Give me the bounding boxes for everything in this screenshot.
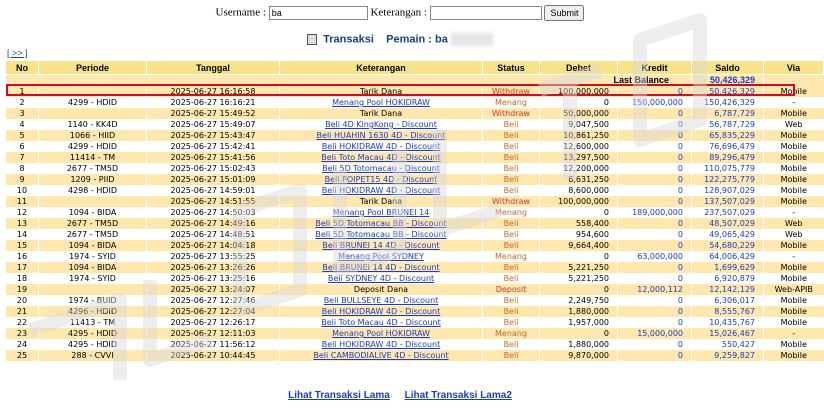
keterangan-label: Keterangan : xyxy=(370,6,427,19)
row-keterangan[interactable]: Beli 4D KingKong - Discount xyxy=(280,119,483,130)
row-kredit: 0 xyxy=(618,240,692,251)
row-periode: 2677 - TM5D xyxy=(39,163,147,174)
row-status: Beli xyxy=(483,273,540,284)
row-kredit: 12,000,112 xyxy=(618,284,692,295)
row-keterangan[interactable]: Menang Pool SYDNEY xyxy=(280,251,483,262)
row-status: Menang xyxy=(483,328,540,339)
row-keterangan[interactable]: Beli BRUNEI 14 4D - Discount xyxy=(280,240,483,251)
row-debet: 0 xyxy=(540,251,618,262)
row-debet: 1,880,000 xyxy=(540,339,618,350)
row-debet: 0 xyxy=(540,97,618,108)
row-tanggal: 2025-06-27 15:41:56 xyxy=(147,152,280,163)
row-keterangan[interactable]: Beli SYDNEY 4D - Discount xyxy=(280,273,483,284)
row-debet: 100,000,000 xyxy=(540,86,618,97)
row-periode xyxy=(39,86,147,97)
table-row xyxy=(6,196,824,207)
row-status: Beli xyxy=(483,339,540,350)
row-via: Web-APIB xyxy=(764,284,824,295)
expand-link[interactable]: [ >> ] xyxy=(7,48,28,58)
row-periode: 1140 - KK4D xyxy=(39,119,147,130)
table-row xyxy=(6,273,824,284)
table-row xyxy=(6,317,824,328)
row-kredit: 0 xyxy=(618,229,692,240)
row-via: - xyxy=(764,251,824,262)
row-keterangan: Tarik Dana xyxy=(280,196,483,207)
row-kredit: 0 xyxy=(618,108,692,119)
row-keterangan[interactable]: Beli POIPET15 4D - Discount xyxy=(280,174,483,185)
old-transactions-link[interactable]: Lihat Transaksi Lama xyxy=(288,390,390,401)
row-periode: 1066 - HIID xyxy=(39,130,147,141)
row-debet: 954,600 xyxy=(540,229,618,240)
row-debet: 2,249,750 xyxy=(540,295,618,306)
row-periode: 1974 - BUID xyxy=(39,295,147,306)
table-row xyxy=(6,328,824,339)
last-balance-value: 50,426,329 xyxy=(692,75,764,87)
row-tanggal: 2025-06-27 12:26:17 xyxy=(147,317,280,328)
row-kredit: 0 xyxy=(618,130,692,141)
row-keterangan[interactable]: Beli 5D Totomacau - Discount xyxy=(280,163,483,174)
row-no: 7 xyxy=(6,152,39,163)
row-via: - xyxy=(764,207,824,218)
row-status: Beli xyxy=(483,174,540,185)
row-saldo: 48,507,029 xyxy=(692,218,764,229)
row-via: Mobile xyxy=(764,174,824,185)
row-kredit: 63,000,000 xyxy=(618,251,692,262)
row-keterangan[interactable]: Beli BULLSEYE 4D - Discount xyxy=(280,295,483,306)
row-saldo: 50,426,329 xyxy=(692,86,764,97)
row-via: Mobile xyxy=(764,306,824,317)
row-debet: 558,400 xyxy=(540,218,618,229)
row-keterangan[interactable]: Beli CAMBODIALIVE 4D - Discount xyxy=(280,350,483,361)
row-status: Menang xyxy=(483,207,540,218)
row-tanggal: 2025-06-27 15:01:09 xyxy=(147,174,280,185)
row-no: 4 xyxy=(6,119,39,130)
row-periode: 2677 - TM5D xyxy=(39,229,147,240)
row-status: Menang xyxy=(483,251,540,262)
transaksi-title: Transaksi xyxy=(323,33,374,46)
transaction-table xyxy=(5,60,824,361)
username-input[interactable] xyxy=(269,6,368,20)
footer-links xyxy=(0,390,800,401)
keterangan-input[interactable] xyxy=(430,6,542,20)
row-kredit: 0 xyxy=(618,174,692,185)
row-no: 17 xyxy=(6,262,39,273)
row-status: Beli xyxy=(483,141,540,152)
row-periode: 4298 - HDID xyxy=(39,185,147,196)
table-row xyxy=(6,229,824,240)
row-status: Beli xyxy=(483,130,540,141)
table-row xyxy=(6,185,824,196)
table-row xyxy=(6,97,824,108)
row-periode: 288 - CVVI xyxy=(39,350,147,361)
row-no: 1 xyxy=(6,86,39,97)
row-kredit: 150,000,000 xyxy=(618,97,692,108)
col-header: Keterangan xyxy=(280,61,483,75)
row-status: Beli xyxy=(483,350,540,361)
table-row xyxy=(6,240,824,251)
row-via: Web xyxy=(764,119,824,130)
table-header xyxy=(6,61,824,75)
row-tanggal: 2025-06-27 13:55:25 xyxy=(147,251,280,262)
row-saldo: 128,907,029 xyxy=(692,185,764,196)
row-kredit: 0 xyxy=(618,273,692,284)
row-tanggal: 2025-06-27 15:42:41 xyxy=(147,141,280,152)
row-saldo: 9,259,827 xyxy=(692,350,764,361)
row-status: Withdraw xyxy=(483,196,540,207)
row-debet: 100,000,000 xyxy=(540,196,618,207)
row-tanggal: 2025-06-27 13:26:26 xyxy=(147,262,280,273)
row-status: Beli xyxy=(483,295,540,306)
row-saldo: 6,787,729 xyxy=(692,108,764,119)
table-row xyxy=(6,163,824,174)
row-saldo: 64,006,429 xyxy=(692,251,764,262)
col-header: No xyxy=(6,61,39,75)
row-saldo: 49,065,429 xyxy=(692,229,764,240)
redacted-username xyxy=(451,33,493,46)
row-tanggal: 2025-06-27 14:04:18 xyxy=(147,240,280,251)
col-header: Saldo xyxy=(692,61,764,75)
row-no: 24 xyxy=(6,339,39,350)
row-no: 5 xyxy=(6,130,39,141)
table-row xyxy=(6,306,824,317)
table-row xyxy=(6,207,824,218)
row-keterangan[interactable]: Menang Pool BRUNEI 14 xyxy=(280,207,483,218)
row-tanggal: 2025-06-27 12:11:03 xyxy=(147,328,280,339)
row-no: 8 xyxy=(6,163,39,174)
row-saldo: 150,426,329 xyxy=(692,97,764,108)
row-periode: 1094 - BIDA xyxy=(39,207,147,218)
row-debet: 12,600,000 xyxy=(540,141,618,152)
row-no: 19 xyxy=(6,284,39,295)
row-periode: 1974 - SYID xyxy=(39,251,147,262)
row-no: 9 xyxy=(6,174,39,185)
row-no: 3 xyxy=(6,108,39,119)
row-no: 16 xyxy=(6,251,39,262)
col-header: Debet xyxy=(540,61,618,75)
row-periode: 1974 - SYID xyxy=(39,273,147,284)
row-via: Mobile xyxy=(764,350,824,361)
row-keterangan[interactable]: Beli HUAHIN 1630 4D - Discount xyxy=(280,130,483,141)
row-saldo: 12,142,129 xyxy=(692,284,764,295)
row-kredit: 15,000,000 xyxy=(618,328,692,339)
row-tanggal: 2025-06-27 14:51:55 xyxy=(147,196,280,207)
row-debet: 9,870,000 xyxy=(540,350,618,361)
table-row xyxy=(6,284,824,295)
table-row xyxy=(6,218,824,229)
table-row xyxy=(6,339,824,350)
row-via: Mobile xyxy=(764,295,824,306)
col-header: Via xyxy=(764,61,824,75)
document-icon xyxy=(307,34,317,45)
row-via: Web xyxy=(764,229,824,240)
row-keterangan: Deposit Dana xyxy=(280,284,483,295)
row-kredit: 0 xyxy=(618,350,692,361)
row-debet: 1,957,000 xyxy=(540,317,618,328)
row-via: Mobile xyxy=(764,141,824,152)
row-status: Deposit xyxy=(483,284,540,295)
row-status: Beli xyxy=(483,240,540,251)
row-tanggal: 2025-06-27 14:49:16 xyxy=(147,218,280,229)
row-periode: 1209 - PIID xyxy=(39,174,147,185)
col-header: Periode xyxy=(39,61,147,75)
row-no: 11 xyxy=(6,196,39,207)
row-via: Mobile xyxy=(764,163,824,174)
col-header: Tanggal xyxy=(147,61,280,75)
row-saldo: 237,507,029 xyxy=(692,207,764,218)
search-form xyxy=(0,5,800,21)
row-debet: 1,880,000 xyxy=(540,306,618,317)
row-periode: 11413 - TM xyxy=(39,317,147,328)
row-via: Mobile xyxy=(764,152,824,163)
row-status: Menang xyxy=(483,97,540,108)
row-periode: 1094 - BIDA xyxy=(39,240,147,251)
row-no: 18 xyxy=(6,273,39,284)
row-tanggal: 2025-06-27 14:50:03 xyxy=(147,207,280,218)
row-kredit: 0 xyxy=(618,86,692,97)
row-status: Beli xyxy=(483,119,540,130)
row-saldo: 1,699,629 xyxy=(692,262,764,273)
table-row xyxy=(6,295,824,306)
row-tanggal: 2025-06-27 10:44:45 xyxy=(147,350,280,361)
last-balance-row xyxy=(6,75,824,87)
row-no: 14 xyxy=(6,229,39,240)
row-via: Mobile xyxy=(764,273,824,284)
row-tanggal: 2025-06-27 14:59:01 xyxy=(147,185,280,196)
row-debet: 6,631,250 xyxy=(540,174,618,185)
row-periode: 4299 - HDID xyxy=(39,97,147,108)
row-debet: 0 xyxy=(540,207,618,218)
row-status: Withdraw xyxy=(483,86,540,97)
row-no: 6 xyxy=(6,141,39,152)
row-periode xyxy=(39,284,147,295)
row-no: 25 xyxy=(6,350,39,361)
row-tanggal: 2025-06-27 15:49:07 xyxy=(147,119,280,130)
table-row xyxy=(6,251,824,262)
row-via: Mobile xyxy=(764,185,824,196)
table-row xyxy=(6,152,824,163)
row-debet: 0 xyxy=(540,284,618,295)
row-periode: 4299 - HDID xyxy=(39,141,147,152)
row-saldo: 122,275,779 xyxy=(692,174,764,185)
row-no: 20 xyxy=(6,295,39,306)
row-kredit: 0 xyxy=(618,262,692,273)
submit-button[interactable]: Submit xyxy=(544,5,584,21)
row-tanggal: 2025-06-27 12:27:46 xyxy=(147,295,280,306)
row-periode: 4296 - HDID xyxy=(39,306,147,317)
col-header: Status xyxy=(483,61,540,75)
table-row xyxy=(6,262,824,273)
row-kredit: 0 xyxy=(618,317,692,328)
row-keterangan[interactable]: Beli HOKIDRAW 4D - Discount xyxy=(280,141,483,152)
row-saldo: 56,787,729 xyxy=(692,119,764,130)
table-row xyxy=(6,86,824,97)
row-tanggal: 2025-06-27 11:56:12 xyxy=(147,339,280,350)
row-keterangan[interactable]: Beli HOKIDRAW 4D - Discount xyxy=(280,339,483,350)
row-via: Mobile xyxy=(764,196,824,207)
row-tanggal: 2025-06-27 15:43:47 xyxy=(147,130,280,141)
row-status: Beli xyxy=(483,218,540,229)
row-status: Beli xyxy=(483,152,540,163)
row-tanggal: 2025-06-27 16:16:21 xyxy=(147,97,280,108)
last-balance-label: Last Balance xyxy=(6,75,692,87)
row-kredit: 0 xyxy=(618,339,692,350)
row-debet: 8,600,000 xyxy=(540,185,618,196)
row-keterangan: Tarik Dana xyxy=(280,108,483,119)
row-via: Mobile xyxy=(764,108,824,119)
row-kredit: 0 xyxy=(618,141,692,152)
row-saldo: 54,680,229 xyxy=(692,240,764,251)
row-no: 12 xyxy=(6,207,39,218)
row-via: Mobile xyxy=(764,240,824,251)
row-via: Web xyxy=(764,218,824,229)
pemain-label: Pemain : ba xyxy=(386,33,448,46)
row-status: Beli xyxy=(483,229,540,240)
row-debet: 0 xyxy=(540,328,618,339)
col-header: Kredit xyxy=(618,61,692,75)
row-debet: 9,664,400 xyxy=(540,240,618,251)
row-keterangan[interactable]: Beli Toto Macau 4D - Discount xyxy=(280,152,483,163)
row-kredit: 0 xyxy=(618,218,692,229)
row-via: - xyxy=(764,97,824,108)
row-saldo: 110,075,779 xyxy=(692,163,764,174)
row-tanggal: 2025-06-27 15:49:52 xyxy=(147,108,280,119)
row-saldo: 6,920,879 xyxy=(692,273,764,284)
row-keterangan[interactable]: Menang Pool HOKIDRAW xyxy=(280,97,483,108)
row-debet: 10,861,250 xyxy=(540,130,618,141)
row-kredit: 0 xyxy=(618,185,692,196)
row-via: Mobile xyxy=(764,86,824,97)
row-keterangan[interactable]: Beli HOKIDRAW 4D - Discount xyxy=(280,306,483,317)
row-saldo: 8,555,767 xyxy=(692,306,764,317)
row-debet: 12,200,000 xyxy=(540,163,618,174)
username-label: Username : xyxy=(215,6,266,19)
row-debet: 9,047,500 xyxy=(540,119,618,130)
row-status: Withdraw xyxy=(483,108,540,119)
table-row xyxy=(6,350,824,361)
row-saldo: 550,427 xyxy=(692,339,764,350)
row-no: 10 xyxy=(6,185,39,196)
row-keterangan[interactable]: Beli BRUNEI 14 4D - Discount xyxy=(280,262,483,273)
row-via: Mobile xyxy=(764,130,824,141)
row-kredit: 0 xyxy=(618,306,692,317)
row-keterangan: Tarik Dana xyxy=(280,86,483,97)
row-tanggal: 2025-06-27 13:25:16 xyxy=(147,273,280,284)
page-title xyxy=(0,33,800,46)
row-no: 21 xyxy=(6,306,39,317)
row-tanggal: 2025-06-27 13:24:07 xyxy=(147,284,280,295)
table-row xyxy=(6,174,824,185)
row-debet: 5,221,250 xyxy=(540,262,618,273)
row-saldo: 137,507,029 xyxy=(692,196,764,207)
row-saldo: 6,306,017 xyxy=(692,295,764,306)
row-periode xyxy=(39,108,147,119)
row-periode: 2677 - TM5D xyxy=(39,218,147,229)
row-saldo: 76,696,479 xyxy=(692,141,764,152)
row-status: Beli xyxy=(483,317,540,328)
row-tanggal: 2025-06-27 12:27:04 xyxy=(147,306,280,317)
row-keterangan[interactable]: Beli Toto Macau 4D - Discount xyxy=(280,317,483,328)
row-debet: 5,221,250 xyxy=(540,273,618,284)
row-tanggal: 2025-06-27 14:48:51 xyxy=(147,229,280,240)
row-kredit: 0 xyxy=(618,196,692,207)
row-no: 23 xyxy=(6,328,39,339)
table-row xyxy=(6,108,824,119)
row-no: 13 xyxy=(6,218,39,229)
row-tanggal: 2025-06-27 16:16:58 xyxy=(147,86,280,97)
row-status: Beli xyxy=(483,306,540,317)
row-periode: 11414 - TM xyxy=(39,152,147,163)
row-keterangan[interactable]: Beli HOKIDRAW 4D - Discount xyxy=(280,185,483,196)
table-row xyxy=(6,119,824,130)
row-status: Beli xyxy=(483,262,540,273)
row-periode: 4295 - HDID xyxy=(39,328,147,339)
row-kredit: 0 xyxy=(618,163,692,174)
row-via: Mobile xyxy=(764,317,824,328)
row-periode: 1094 - BIDA xyxy=(39,262,147,273)
row-keterangan[interactable]: Menang Pool HOKIDRAW xyxy=(280,328,483,339)
row-via: Mobile xyxy=(764,339,824,350)
row-kredit: 0 xyxy=(618,152,692,163)
row-kredit: 189,000,000 xyxy=(618,207,692,218)
row-no: 22 xyxy=(6,317,39,328)
row-no: 2 xyxy=(6,97,39,108)
row-debet: 50,000,000 xyxy=(540,108,618,119)
row-via: Mobile xyxy=(764,262,824,273)
row-kredit: 0 xyxy=(618,295,692,306)
row-kredit: 0 xyxy=(618,119,692,130)
row-periode: 4295 - HDID xyxy=(39,339,147,350)
row-saldo: 65,835,229 xyxy=(692,130,764,141)
row-status: Beli xyxy=(483,185,540,196)
row-via: - xyxy=(764,328,824,339)
row-keterangan[interactable]: Beli 5D Totomacau BB - Discount xyxy=(280,218,483,229)
row-saldo: 10,435,767 xyxy=(692,317,764,328)
row-tanggal: 2025-06-27 15:02:43 xyxy=(147,163,280,174)
row-keterangan[interactable]: Beli 5D Totomacau BB - Discount xyxy=(280,229,483,240)
row-saldo: 89,296,479 xyxy=(692,152,764,163)
table-row xyxy=(6,130,824,141)
old-transactions-link-2[interactable]: Lihat Transaksi Lama2 xyxy=(404,390,512,401)
row-periode xyxy=(39,196,147,207)
row-no: 15 xyxy=(6,240,39,251)
table-row xyxy=(6,141,824,152)
row-debet: 13,297,500 xyxy=(540,152,618,163)
row-saldo: 15,026,467 xyxy=(692,328,764,339)
row-status: Beli xyxy=(483,163,540,174)
